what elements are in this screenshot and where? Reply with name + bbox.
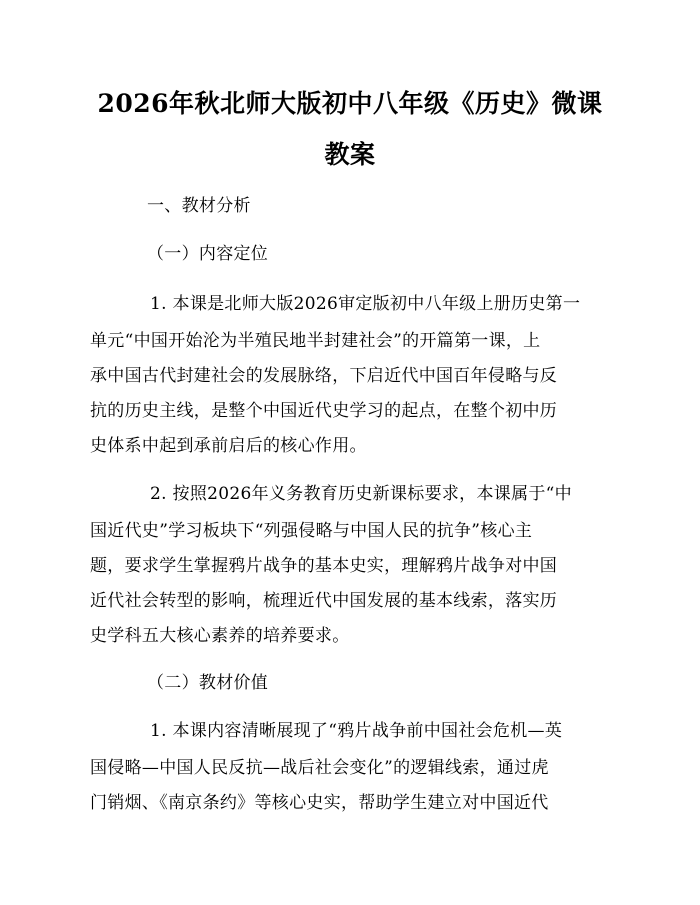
paragraph-line: 门销烟、《南京条约》等核心史实，帮助学生建立对中国近代 xyxy=(90,793,549,813)
document-title-line2: 教案 xyxy=(324,140,376,169)
paragraph-line: 1. 本课内容清晰展现了“鸦片战争前中国社会危机—英 xyxy=(150,721,563,741)
subsection-heading-content-positioning: （一）内容定位 xyxy=(147,244,269,264)
paragraph-line: 近代社会转型的影响，梳理近代中国发展的基本线索，落实历 xyxy=(90,591,558,611)
paragraph-line: 承中国古代封建社会的发展脉络，下启近代中国百年侵略与反 xyxy=(90,366,558,386)
paragraph-line: 2. 按照2026年义务教育历史新课标要求，本课属于“中 xyxy=(150,484,572,504)
paragraph-line: 题，要求学生掌握鸦片战争的基本史实，理解鸦片战争对中国 xyxy=(90,556,558,576)
section-heading-textbook-analysis: 一、教材分析 xyxy=(147,196,251,216)
paragraph-line: 抗的历史主线，是整个中国近代史学习的起点，在整个初中历 xyxy=(90,401,558,421)
paragraph-line: 史学科五大核心素养的培养要求。 xyxy=(90,626,350,646)
paragraph-line: 1. 本课是北师大版2026审定版初中八年级上册历史第一 xyxy=(150,294,581,314)
paragraph-line: 史体系中起到承前启后的核心作用。 xyxy=(90,436,367,456)
paragraph-line: 国侵略—中国人民反抗—战后社会变化”的逻辑线索，通过虎 xyxy=(90,758,549,778)
paragraph-line: 国近代史”学习板块下“列强侵略与中国人民的抗争”核心主 xyxy=(90,521,533,541)
subsection-heading-textbook-value: （二）教材价值 xyxy=(147,673,269,693)
paragraph-line: 单元“中国开始沦为半殖民地半封建社会”的开篇第一课，上 xyxy=(90,331,541,351)
document-title-line1: 2026年秋北师大版初中八年级《历史》微课 xyxy=(97,89,603,118)
